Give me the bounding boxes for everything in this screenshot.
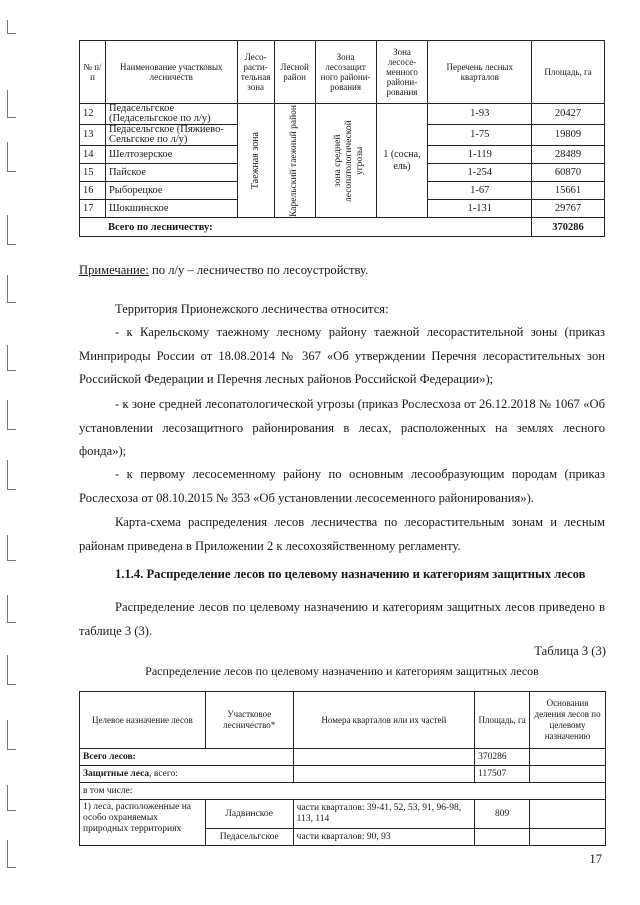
header-area: Площадь, га <box>475 692 530 749</box>
row-quarters: 1-131 <box>428 200 532 218</box>
table-total-row <box>80 218 605 237</box>
merged-seed: 1 (сосна, ель) <box>376 104 428 218</box>
row-num: 12 <box>80 104 106 125</box>
row-name: Пайское <box>105 164 237 182</box>
row-name: Шелтозерское <box>105 146 237 164</box>
table-row <box>80 104 605 125</box>
row-area: 20427 <box>532 104 605 125</box>
table-header-row <box>80 692 606 749</box>
forest-purpose-table <box>79 691 606 846</box>
row-quarters: 1-67 <box>428 182 532 200</box>
sub-area <box>475 829 530 846</box>
header-region: Лесной район <box>274 41 315 104</box>
header-quarters: Номера кварталов или их частей <box>293 692 474 749</box>
merged-protective-cell <box>315 104 376 218</box>
empty-cell <box>530 766 606 783</box>
sub-forestry: Ладвинское <box>205 800 293 829</box>
merged-zone: Таежная зона <box>250 131 262 190</box>
total-label: Всего лесов: <box>80 749 294 766</box>
row-name: Педасельгское (Педасельгское по л/у) <box>105 104 237 125</box>
merged-protective: зона средней лесопатологической угрозы <box>332 119 365 202</box>
header-forestry: Участковое лесничество* <box>205 692 293 749</box>
total-value: 370286 <box>475 749 530 766</box>
table-row <box>80 766 606 783</box>
protective-suffix: , всего: <box>149 768 178 779</box>
header-quarters: Перечень лесных кварталов <box>428 41 532 104</box>
row-quarters: 1-119 <box>428 146 532 164</box>
row-num: 14 <box>80 146 106 164</box>
total-label: Всего по лесничеству: <box>80 218 532 237</box>
table-row <box>80 749 606 766</box>
sub-area: 809 <box>475 800 530 829</box>
empty-cell <box>530 749 606 766</box>
header-basis: Основания деления лесов по целевому назначению <box>530 692 606 749</box>
row-name: Педасельгское (Пяжиево-Сельгское по л/у) <box>105 125 237 146</box>
paragraph-intro: Территория Прионежского лесничества относится: <box>115 302 389 316</box>
merged-zone-cell <box>237 104 274 218</box>
empty-cell <box>293 766 474 783</box>
paragraph-forest-region: - к Карельскому таежному лесному району таежной лесорастительной зоны (приказ Минприроды России от 18.08.2014 № 367 «Об утверждении Перечня лесорастительных зон Российской Федерации и Перечня лесных районов Российской Федерации»); <box>79 325 605 386</box>
header-seed: Зона лесосе-менного райони-рования <box>376 41 428 104</box>
row-num: 17 <box>80 200 106 218</box>
row-quarters: 1-254 <box>428 164 532 182</box>
row-area: 60870 <box>532 164 605 182</box>
protective-label: Защитные леса <box>83 768 150 779</box>
table-header-row <box>80 41 605 104</box>
row-num: 16 <box>80 182 106 200</box>
table-label: Таблица 3 (3) <box>534 644 606 658</box>
binding-marks <box>0 0 20 905</box>
row-quarters: 1-75 <box>428 125 532 146</box>
empty-cell <box>293 749 474 766</box>
table-row <box>80 783 606 800</box>
protective-value: 117507 <box>475 766 530 783</box>
row-name: Шокшинское <box>105 200 237 218</box>
sub-quarters: части кварталов: 39-41, 52, 53, 91, 96-98, 113, 114 <box>293 800 474 829</box>
total-value: 370286 <box>532 218 605 237</box>
empty-cell <box>530 800 606 829</box>
merged-region: Карельский таежный район <box>289 104 300 217</box>
header-area: Площадь, га <box>532 41 605 104</box>
note-text: по л/у – лесничество по лесоустройству. <box>148 263 369 277</box>
section-intro: Распределение лесов по целевому назначению и категориям защитных лесов приведено в таблице 3 (3). <box>79 600 605 638</box>
header-zone: Лесо-расти-тельная зона <box>237 41 274 104</box>
row-name: Рыборецкое <box>105 182 237 200</box>
section-heading: 1.1.4. Распределение лесов по целевому назначению и категориям защитных лесов <box>115 567 586 581</box>
row-num: 13 <box>80 125 106 146</box>
merged-region-cell <box>274 104 315 218</box>
header-protective: Зона лесозащит ного райони-рования <box>315 41 376 104</box>
header-num: № п/п <box>80 41 106 104</box>
note <box>79 258 368 282</box>
paragraph-pathology-zone: - к зоне средней лесопатологической угрозы (приказ Рослесхоза от 26.12.2018 № 1067 «Об установлении лесозащитного районирования в лесах, расположенных на землях лесного фонда»); <box>79 397 605 458</box>
row-area: 29767 <box>532 200 605 218</box>
sub-forestry: Педасельгское <box>205 829 293 846</box>
note-label: Примечание: <box>79 263 149 277</box>
row-area: 15661 <box>532 182 605 200</box>
row-area: 19809 <box>532 125 605 146</box>
header-purpose: Целевое назначение лесов <box>80 692 206 749</box>
empty-cell <box>530 829 606 846</box>
including-label: в том числе: <box>80 783 606 800</box>
forestry-zones-table <box>79 40 605 237</box>
row-quarters: 1-93 <box>428 104 532 125</box>
header-name: Наименование участковых лесничеств <box>105 41 237 104</box>
paragraph-map-scheme: Карта-схема распределения лесов лесничества по лесорастительным зонам и лесным районам приведена в Приложении 2 к лесохозяйственному регламенту. <box>79 515 605 553</box>
row-num: 15 <box>80 164 106 182</box>
table-row <box>80 800 606 829</box>
sub-quarters: части кварталов: 90, 93 <box>293 829 474 846</box>
row-area: 28489 <box>532 146 605 164</box>
page-number: 17 <box>589 852 602 866</box>
category-ooopt: 1) леса, расположенные на особо охраняемых природных территориях <box>80 800 206 846</box>
paragraph-seed-region: - к первому лесосеменному району по основным лесообразующим породам (приказ Рослесхоза от 08.10.2015 № 353 «Об установлении лесосеменного районирования»). <box>79 467 605 505</box>
protective-label-cell <box>80 766 294 783</box>
table-title: Распределение лесов по целевому назначению и категориям защитных лесов <box>145 664 539 678</box>
